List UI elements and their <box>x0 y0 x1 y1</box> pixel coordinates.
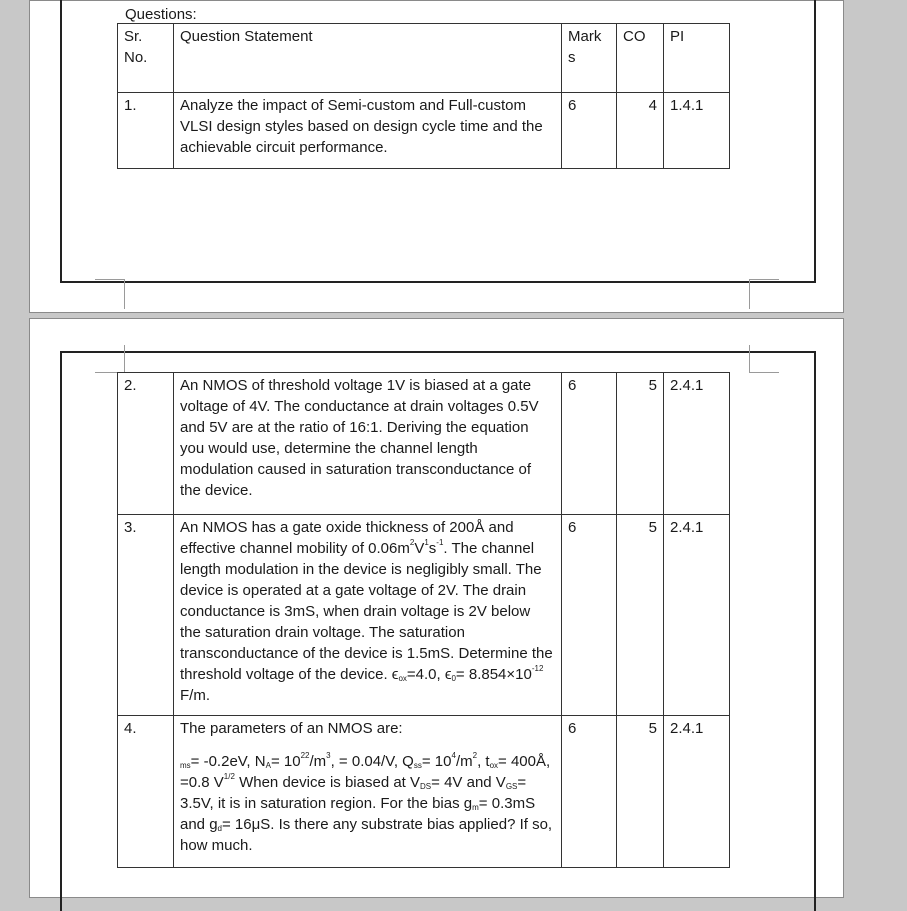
question-marks: 6 <box>562 515 617 716</box>
question-marks: 6 <box>562 716 617 868</box>
crop-mark <box>749 372 779 373</box>
header-pi: PI <box>664 24 730 93</box>
table-row <box>118 373 730 515</box>
crop-mark <box>749 279 779 280</box>
question-pi: 2.4.1 <box>664 716 730 868</box>
crop-mark <box>749 345 750 373</box>
header-question-statement: Question Statement <box>174 24 562 93</box>
question-statement: The parameters of an NMOS are: $_{ms}$= -0.2eV, $N_A= 10^{22}/m^3$, = 0.04/V, $Q_{ss}= 10^4/m^2$, $t_{ox}=$ 400Å, =0.8 $V^{1/2}$ When device is biased at $V_{DS}= 4V$ and $V_{GS}= 3.5V$, it is in saturation region. For the bias $g_m= 0.3mS$ and $g_d= 16\mu S$. Is there any substrate bias applied? If so, how much. <box>174 716 562 868</box>
crop-mark <box>749 279 750 309</box>
question-sr: 3. <box>118 515 174 716</box>
table-row <box>118 515 730 716</box>
crop-mark <box>124 279 125 309</box>
document-page-2 <box>29 318 844 898</box>
questions-table <box>117 23 730 169</box>
crop-mark <box>124 345 125 373</box>
question-pi: 2.4.1 <box>664 515 730 716</box>
crop-mark <box>95 279 125 280</box>
questions-table-continued <box>117 372 730 868</box>
question-marks: 6 <box>562 93 617 169</box>
question-pi: 2.4.1 <box>664 373 730 515</box>
header-marks: Mark s <box>562 24 617 93</box>
question-sr: 2. <box>118 373 174 515</box>
question-statement: An NMOS of threshold voltage 1V is biased at a gate voltage of 4V. The conductance at drain voltages 0.5V and 5V are at the ratio of 16:1. Deriving the equation you would use, determine the channel length modulation caused in saturation transconductance of the device. <box>174 373 562 515</box>
document-page-1 <box>29 0 844 313</box>
question-statement: Analyze the impact of Semi-custom and Full-custom VLSI design styles based on design cycle time and the achievable circuit performance. <box>174 93 562 169</box>
question-statement: An NMOS has a gate oxide thickness of 200Å and effective channel mobility of $0.06m^2V^1s^{-1}$. The channel length modulation in the device is negligibly small. The device is operated at a gate voltage of 2V. The drain conductance is 3mS, when drain voltage is 2V below the saturation drain voltage. The saturation transconductance of the device is 1.5mS. Determine the threshold voltage of the device. $\epsilon_{ox}=4.0$, $\epsilon_0= 8.854\times 10^{-12}$ F/m. <box>174 515 562 716</box>
question-pi: 1.4.1 <box>664 93 730 169</box>
question-co: 4 <box>617 93 664 169</box>
question-marks: 6 <box>562 373 617 515</box>
table-header-row <box>118 24 730 93</box>
questions-heading: Questions: <box>125 6 197 23</box>
table-row <box>118 716 730 868</box>
question-sr: 1. <box>118 93 174 169</box>
question-co: 5 <box>617 716 664 868</box>
header-co: CO <box>617 24 664 93</box>
header-sr-no: Sr. No. <box>118 24 174 93</box>
table-row <box>118 93 730 169</box>
question-co: 5 <box>617 515 664 716</box>
question-sr: 4. <box>118 716 174 868</box>
question-co: 5 <box>617 373 664 515</box>
